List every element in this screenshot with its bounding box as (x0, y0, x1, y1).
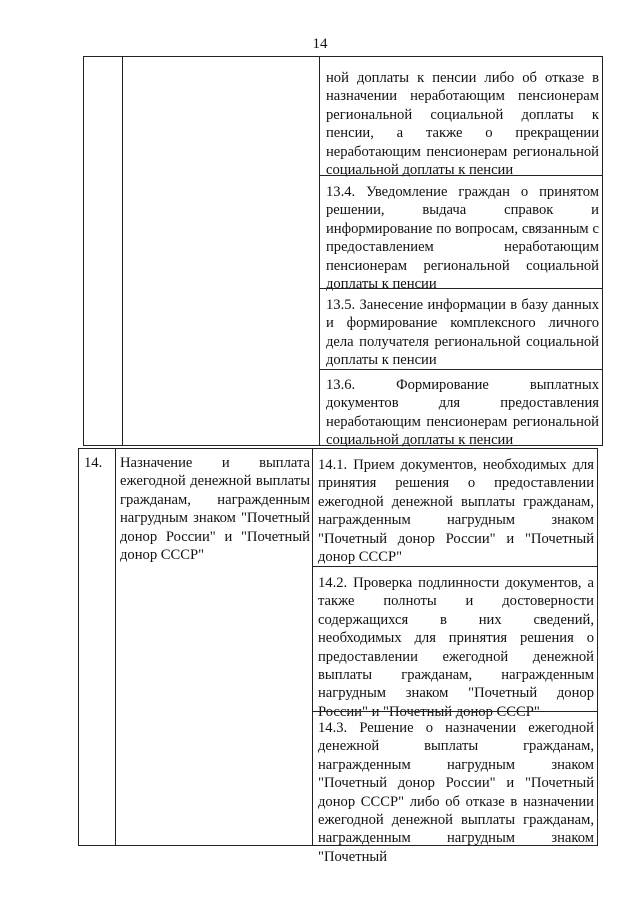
row-13-subitem-cell (319, 175, 603, 293)
row-13-title-cell (122, 56, 320, 446)
row-13-subitem-cell (319, 288, 603, 370)
row-14-subitem-cell (312, 566, 598, 720)
row-14-title: Назначение и выплата ежегодной денежной выплаты гражданам, награжденным нагрудным знаком "Почетный донор России" и "Почетный донор СССР" (120, 455, 310, 564)
row-14-title-cell (115, 448, 313, 846)
row-13-subitem-continuation: ной доплаты к пенсии либо об отказе в назначении неработающим пенсионерам региональной социальной доплаты к пенсии, а также о прекращении неработающим пенсионерам региональной социальной доплаты к пенсии (326, 70, 599, 179)
row-13-number-cell (83, 56, 123, 446)
row-14-number: 14. (84, 455, 103, 471)
page-number: 14 (312, 36, 328, 52)
row-14-subitem-14-3: 14.3. Решение о назначении ежегодной денежной выплаты гражданам, награжденным нагрудным знаком "Почетный донор России" и "Почетный донор СССР" либо об отказе в назначении ежегодной денежной выплаты гражданам, награжденным нагрудным знаком "Почетный (318, 720, 594, 865)
row-13-subitem-13-5: 13.5. Занесение информации в базу данных и формирование комплексного личного дела получателя региональной социальной доплаты к пенсии (326, 297, 599, 369)
row-14-number-cell (78, 448, 116, 846)
row-13-subitem-13-6: 13.6. Формирование выплатных документов для предоставления неработающим пенсионерам региональной социальной доплаты к пенсии (326, 377, 599, 449)
row-14-subitem-cell (312, 711, 598, 865)
row-14-subitem-14-2: 14.2. Проверка подлинности документов, а также полноты и достоверности содержащихся в них сведений, необходимых для принятия решения о предоставлении ежегодной денежной выплаты гражданам, награжденным нагрудным знаком "Почетный донор России" и "Почетный донор СССР" (318, 575, 594, 720)
row-13-subitem-cell (319, 56, 603, 179)
row-14-subitem-14-1: 14.1. Прием документов, необходимых для принятия решения о предоставлении ежегодной денежной выплаты гражданам, награжденным нагрудным знаком "Почетный донор России" и "Почетный донор СССР" (318, 457, 594, 566)
row-13-subitem-13-4: 13.4. Уведомление граждан о принятом решении, выдача справок и информирование по вопросам, связанным с предоставлением неработающим пенсионерам региональной социальной доплаты к пенсии (326, 184, 599, 293)
row-14-subitem-cell (312, 448, 598, 567)
row-13-subitem-cell (319, 369, 603, 449)
